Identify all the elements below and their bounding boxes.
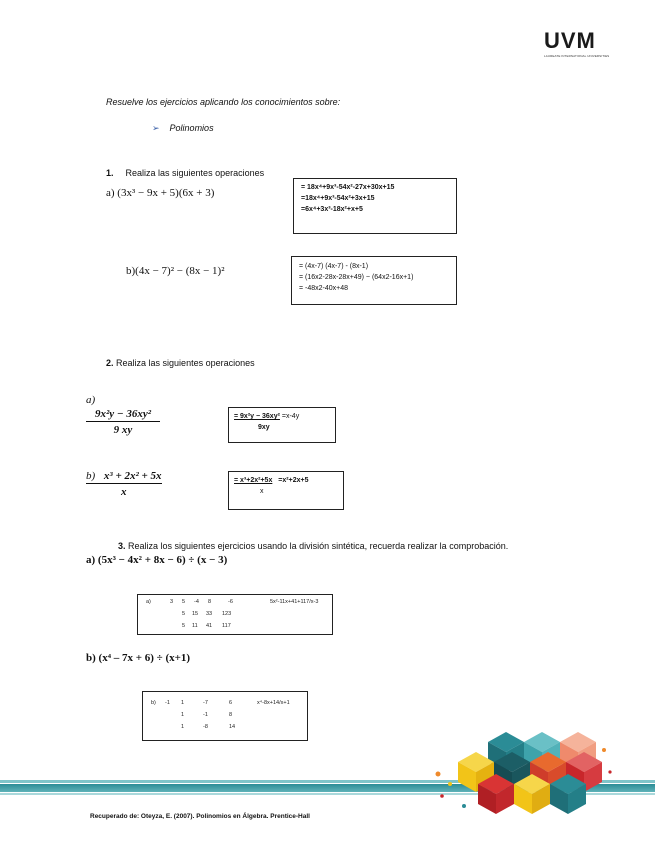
answer-result: =x-4y: [281, 413, 300, 420]
section3-heading: [118, 541, 508, 551]
dot: [448, 782, 452, 786]
table-cell: 11: [192, 623, 198, 629]
answer-line: = -48x2-40x+48: [299, 285, 349, 292]
arrow-bullet-icon: ➢: [152, 123, 160, 133]
section1-heading: [106, 168, 264, 178]
section2-b-answer-box: [228, 471, 344, 510]
logo-text: UVM: [544, 28, 596, 53]
answer-denominator: x: [260, 488, 264, 495]
table-cell: 41: [206, 623, 213, 629]
answer-line: = (16x2-28x-28x+49) − (64x2-16x+1): [299, 274, 414, 281]
section3-a-expression: a) (5x³ − 4x² + 8x − 6) ÷ (x − 3): [86, 554, 228, 566]
section2-title: Realiza las siguientes operaciones: [116, 358, 255, 368]
section1-a-expression: a) (3x³ − 9x + 5)(6x + 3): [106, 187, 215, 199]
table-cell: -1: [203, 712, 208, 718]
uvm-logo: [544, 30, 614, 58]
table-cell: -7: [203, 700, 208, 706]
section2-a-answer-box: [228, 407, 336, 443]
footer-citation: Recuperado de: Oteyza, E. (2007). Polinomios en Álgebra. Prentice-Hall: [90, 813, 310, 820]
table-cell: 5: [182, 623, 186, 629]
answer-result: =x²+2x+5: [278, 477, 309, 484]
topic-label: Polinomios: [169, 123, 214, 133]
fraction-numerator: 9x²y − 36xy²: [86, 408, 160, 422]
answer-numerator: = 9x²y − 36xy²: [234, 413, 280, 420]
answer-numerator: = x³+2x²+5x: [234, 477, 273, 484]
table-cell: 15: [192, 611, 199, 617]
section2-a-label: a): [86, 394, 96, 406]
section2-b-label: b): [86, 470, 96, 482]
section3-number: 3.: [118, 541, 126, 551]
table-cell: 1: [181, 724, 185, 730]
table-cell: -1: [165, 700, 170, 706]
fraction-denominator: x: [121, 486, 127, 498]
table-cell: 117: [222, 623, 231, 629]
table-cell: 14: [229, 724, 236, 730]
table-cell: -8: [203, 724, 208, 730]
table-result: x⁴-8x+14/x+1: [257, 700, 290, 706]
section1-a-answer-box: [293, 178, 457, 234]
dot: [440, 794, 444, 798]
logo-subtitle: LAUREATE INTERNATIONAL UNIVERSITIES: [544, 54, 610, 58]
table-cell: -6: [228, 599, 233, 605]
dot: [462, 804, 466, 808]
table-cell: 123: [222, 611, 232, 617]
table-cell: 1: [181, 700, 185, 706]
fraction-denominator: 9 xy: [113, 424, 133, 436]
table-result: 5x²-11x+41+117/x-3: [270, 599, 319, 605]
table-cell: 8: [229, 712, 233, 718]
topic-bullet: [152, 123, 214, 134]
section3-title: Realiza los siguientes ejercicios usando la división sintética, recuerda realizar la comprobación.: [128, 541, 509, 551]
section1-b-answer-box: [291, 256, 457, 305]
table-cell: 5: [182, 599, 186, 605]
section2-number: 2.: [106, 358, 114, 368]
table-cell: 1: [181, 712, 185, 718]
answer-line: = 18x⁴+9x³-54x²-27x+30x+15: [301, 184, 395, 191]
table-cell: -4: [194, 599, 199, 605]
table-label: a): [146, 599, 151, 605]
section3-a-table: [137, 594, 333, 635]
section2-b-fraction: [86, 470, 162, 498]
table-cell: 33: [206, 611, 213, 617]
section2-heading: [106, 358, 255, 368]
table-cell: 6: [229, 700, 233, 706]
intro-text: Resuelve los ejercicios aplicando los conocimientos sobre:: [106, 97, 341, 107]
section1-b-expression: b)(4x − 7)² − (8x − 1)²: [126, 265, 225, 277]
section1-number: 1.: [106, 168, 114, 178]
answer-line: =6x⁴+3x³-18x²+x+5: [301, 206, 363, 213]
dot: [602, 748, 606, 752]
dot: [436, 772, 441, 777]
table-label: b): [151, 700, 156, 706]
dot: [608, 770, 611, 773]
table-cell: 3: [170, 599, 174, 605]
answer-denominator: 9xy: [258, 424, 270, 431]
table-cell: 5: [182, 611, 186, 617]
fraction-numerator: x³ + 2x² + 5x: [103, 470, 162, 482]
section2-a-fraction: [86, 408, 160, 436]
table-cell: 8: [208, 599, 212, 605]
decorative-cubes-graphic: [428, 722, 618, 822]
answer-line: =18x⁴+9x³-54x²+3x+15: [301, 195, 375, 202]
answer-line: = (4x-7) (4x-7) - (8x-1): [299, 263, 369, 270]
section3-b-table: [142, 691, 308, 741]
section3-b-expression: b) (x⁴ – 7x + 6) ÷ (x+1): [86, 652, 191, 664]
section1-title: Realiza las siguientes operaciones: [125, 168, 265, 178]
